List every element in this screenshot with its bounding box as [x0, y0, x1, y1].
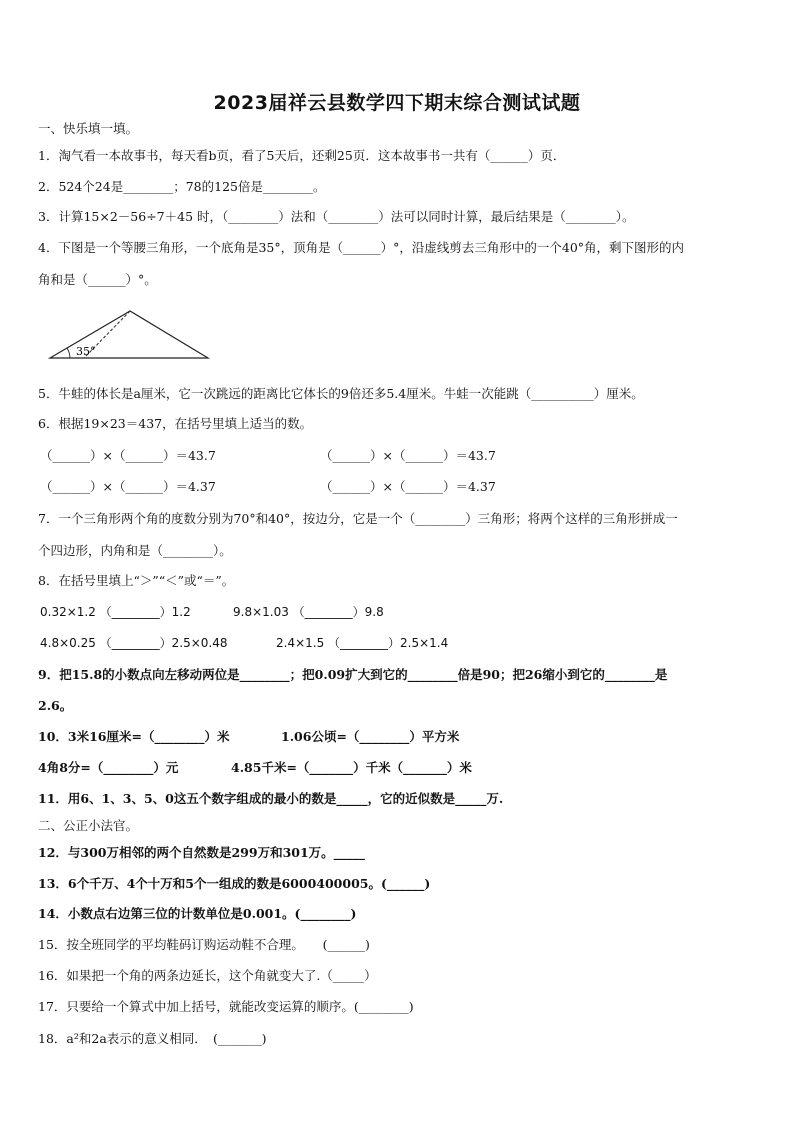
page-title: 2023届祥云县数学四下期末综合测试试题	[213, 92, 581, 114]
q10-item-1: 10．3米16厘米=（________）米	[38, 729, 230, 744]
question-4-line-1: 4．下图是一个等腰三角形，一个底角是35°，顶角是（______）°，沿虚线剪去三角形中的一个40°角，剩下图形的内	[38, 240, 685, 255]
question-2: 2．524个24是________；78的125倍是________。	[38, 179, 326, 194]
q6-row-1-right: （______）×（______）＝43.7	[320, 448, 496, 463]
question-16: 16．如果把一个角的两条边延长，这个角就变大了.（_____）	[38, 968, 377, 983]
angle-label: 35°	[76, 345, 96, 358]
question-7-line-1: 7．一个三角形两个角的度数分别为70°和40°，按边分，它是一个（________）三角形；将两个这样的三角形拼成一	[38, 511, 678, 526]
question-9-line-2: 2.6。	[38, 698, 73, 713]
q10-item-3: 4角8分=（________）元	[38, 760, 179, 775]
q6-row-2-left: （______）×（______）＝4.37	[40, 479, 216, 494]
q10-item-2: 1.06公顷=（________）平方米	[281, 729, 460, 744]
question-18: 18．a²和2a表示的意义相同． (_______)	[38, 1031, 267, 1046]
question-8: 8．在括号里填上“＞”“＜”或“＝”。	[38, 573, 235, 588]
q6-row-2-right: （______）×（______）＝4.37	[320, 479, 496, 494]
question-13: 13．6个千万、4个十万和5个一组成的数是6000400005。(______)	[38, 876, 431, 891]
section-heading-2: 二、公正小法官。	[38, 818, 139, 833]
question-12: 12．与300万相邻的两个自然数是299万和301万。_____	[38, 845, 365, 860]
q10-item-4: 4.85千米=（_______）千米（_______）米	[231, 760, 472, 775]
question-15: 15．按全班同学的平均鞋码订购运动鞋不合理。 (______)	[38, 937, 370, 952]
triangle-outline	[50, 311, 208, 358]
isosceles-triangle-figure	[48, 307, 213, 365]
question-11: 11．用6、1、3、5、0这五个数字组成的最小的数是_____，它的近似数是_____万.	[38, 791, 504, 806]
question-4-line-2: 角和是（______）°。	[38, 272, 157, 287]
q8-item-4: 2.4×1.5 （________）2.5×1.4	[276, 636, 449, 650]
angle-arc	[67, 348, 70, 358]
question-14: 14．小数点右边第三位的计数单位是0.001。(________)	[38, 906, 357, 921]
question-6: 6．根据19×23＝437，在括号里填上适当的数。	[38, 416, 313, 431]
q8-item-1: 0.32×1.2 （________）1.2	[40, 605, 191, 619]
q6-row-1-left: （______）×（______）＝43.7	[40, 448, 216, 463]
section-heading-1: 一、快乐填一填。	[38, 121, 139, 136]
question-7-line-2: 个四边形，内角和是（________）。	[38, 543, 232, 558]
question-17: 17．只要给一个算式中加上括号，就能改变运算的顺序。(________)	[38, 999, 414, 1014]
question-1: 1．淘气看一本故事书，每天看b页，看了5天后，还剩25页．这本故事书一共有（______）页．	[38, 148, 566, 163]
question-5: 5．牛蛙的体长是a厘米，它一次跳远的距离比它体长的9倍还多5.4厘米。牛蛙一次能跳（__________）厘米。	[38, 386, 644, 401]
q8-item-2: 9.8×1.03 （________）9.8	[233, 605, 384, 619]
question-3: 3．计算15×2－56÷7＋45 时，（________）法和（________）法可以同时计算，最后结果是（________）。	[38, 209, 635, 224]
question-9-line-1: 9．把15.8的小数点向左移动两位是________；把0.09扩大到它的________倍是90；把26缩小到它的________是	[38, 667, 668, 682]
q8-item-3: 4.8×0.25 （________）2.5×0.48	[40, 636, 228, 650]
